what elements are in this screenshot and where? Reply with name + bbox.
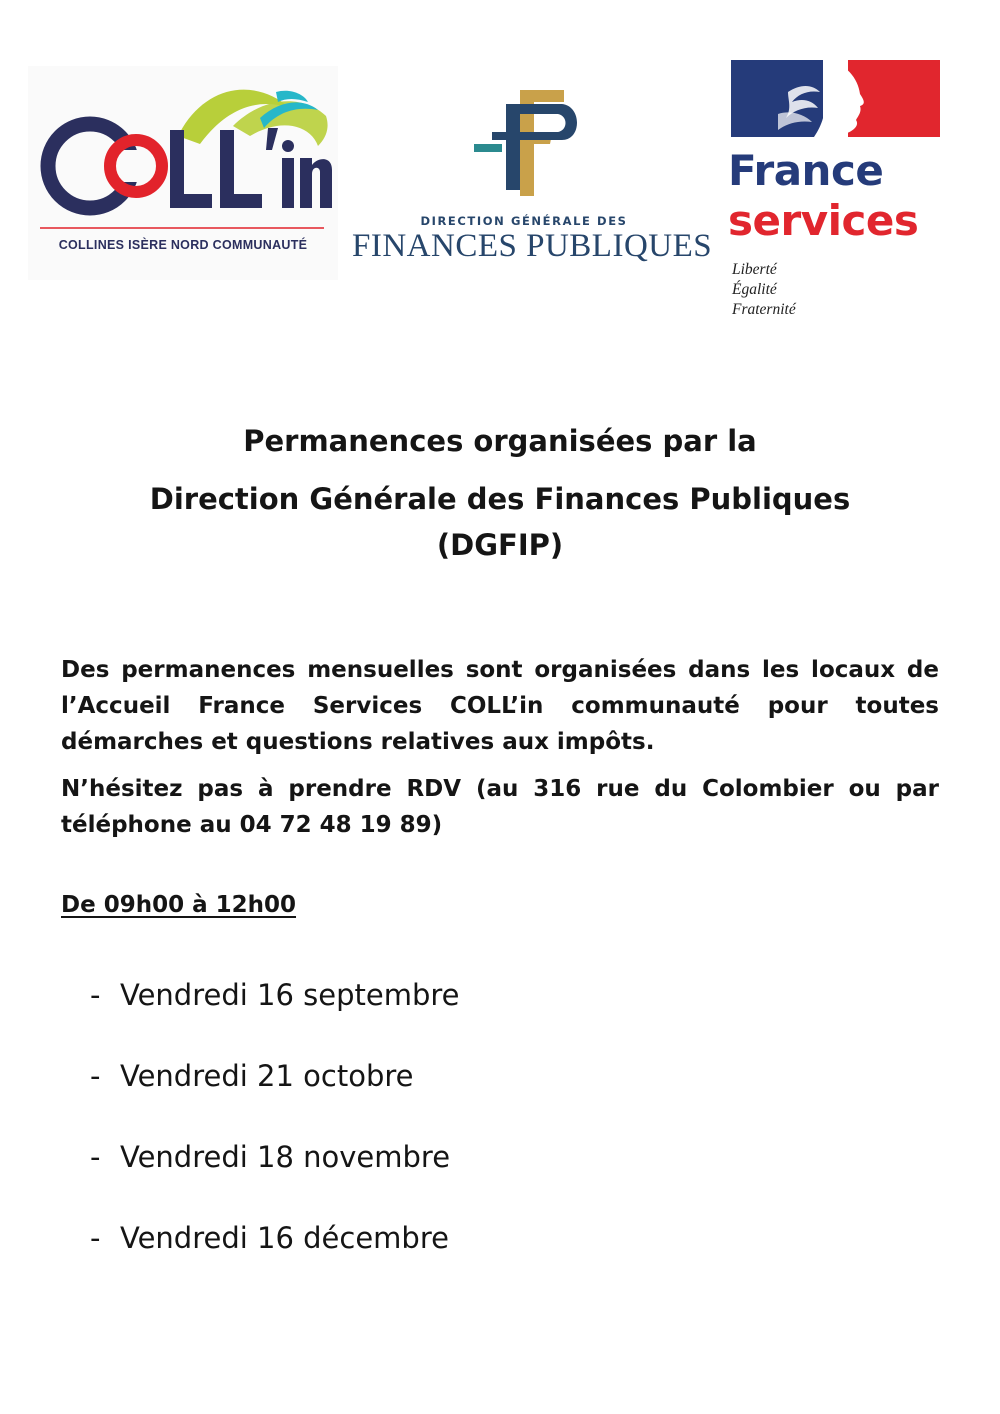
france-services-word2: services	[728, 196, 919, 245]
collin-logo	[28, 66, 338, 280]
date-label: Vendredi 16 septembre	[120, 978, 460, 1012]
france-services-word1: France	[728, 146, 884, 195]
france-services-logo	[728, 58, 943, 320]
date-item	[90, 978, 460, 1059]
title-line-2: Direction Générale des Finances Publiques	[149, 482, 851, 516]
date-item	[90, 1059, 460, 1140]
motto-fraternite: Fraternité	[732, 301, 796, 318]
dgfip-logo-graphic	[352, 86, 696, 210]
date-label: Vendredi 21 octobre	[120, 1059, 414, 1093]
title-line-1: Permanences organisées par la	[243, 424, 757, 458]
dgfip-logo-line2: FINANCES PUBLIQUES	[352, 228, 713, 264]
date-label: Vendredi 18 novembre	[120, 1140, 451, 1174]
list-bullet: -	[90, 1059, 101, 1093]
dgfip-logo-line1: DIRECTION GÉNÉRALE DES	[420, 214, 628, 228]
date-label: Vendredi 16 décembre	[120, 1221, 449, 1255]
list-bullet: -	[90, 1221, 101, 1255]
date-item	[90, 1221, 460, 1302]
opening-hours: De 09h00 à 12h00	[61, 892, 297, 918]
list-bullet: -	[90, 978, 101, 1012]
dates-list	[90, 978, 460, 1302]
collin-logo-graphic	[28, 66, 338, 236]
marianne-flag-icon	[728, 58, 943, 140]
appointment-paragraph: N’hésitez pas à prendre RDV (au 316 rue du Colombier ou par téléphone au 04 72 48 19 89)	[61, 776, 939, 838]
title-line-3: (DGFIP)	[436, 528, 564, 562]
motto-egalite: Égalité	[732, 281, 777, 298]
dgfip-logo	[352, 86, 713, 270]
motto-liberte: Liberté	[732, 261, 777, 278]
collin-logo-subtitle: COLLINES ISÈRE NORD COMMUNAUTÉ	[58, 238, 308, 252]
republic-motto	[732, 260, 796, 320]
date-item	[90, 1140, 460, 1221]
list-bullet: -	[90, 1140, 101, 1174]
intro-paragraph: Des permanences mensuelles sont organisées dans les locaux de l’Accueil France Services COLL’in communauté pour toutes démarches et questions relatives aux impôts.	[61, 657, 939, 755]
